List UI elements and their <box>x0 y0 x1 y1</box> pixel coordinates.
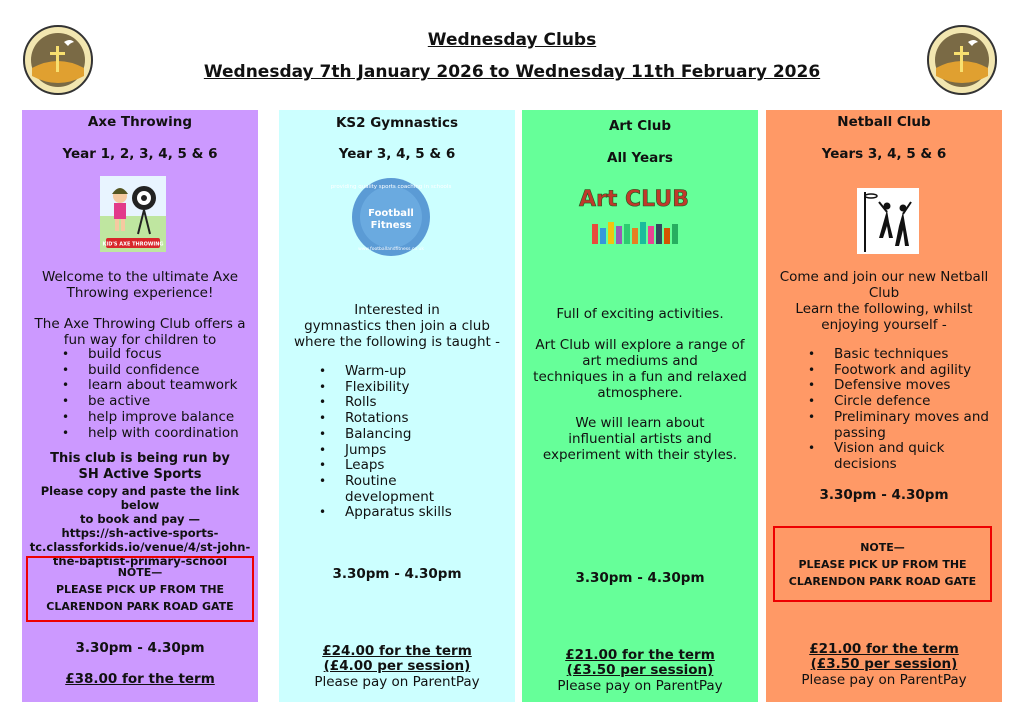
payment-method: Please pay on ParentPay <box>801 672 967 688</box>
list-item: • build focus <box>88 347 258 363</box>
list-item: • Preliminary moves and passing <box>834 410 1004 441</box>
offer-text: fun way for children to <box>63 332 217 348</box>
svg-text:providing quality sports coach: providing quality sports coaching in schools <box>330 184 452 190</box>
intro-text: Throwing experience! <box>66 285 214 301</box>
club-years: Year 1, 2, 3, 4, 5 & 6 <box>62 146 218 162</box>
date-range: Wednesday 7th January 2026 to Wednesday 11th February 2026 <box>203 62 821 82</box>
skills-list <box>804 347 1002 473</box>
intro-text: gymnastics then join a club <box>304 318 490 334</box>
booking-link[interactable]: https://sh-active-sports- <box>61 526 219 540</box>
intro-text: Full of exciting activities. <box>556 306 724 322</box>
list-item: • Rolls <box>345 395 515 411</box>
svg-text:Football: Football <box>368 208 414 219</box>
club-years: All Years <box>607 150 673 166</box>
description-text: We will learn about <box>575 415 705 431</box>
art-club-logo-icon <box>578 178 690 250</box>
pickup-note <box>26 556 254 622</box>
intro-text: Come and join our new Netball <box>779 269 989 285</box>
payment-method: Please pay on ParentPay <box>557 678 723 694</box>
club-years: Year 3, 4, 5 & 6 <box>338 146 456 162</box>
booking-instructions: to book and pay — <box>80 512 200 526</box>
list-item: • Flexibility <box>345 380 515 396</box>
list-item: • learn about teamwork <box>88 378 258 394</box>
club-price: £38.00 for the term <box>65 671 215 687</box>
note-text: CLARENDON PARK ROAD GATE <box>46 599 234 613</box>
football-fitness-logo-icon <box>330 174 452 260</box>
club-time: 3.30pm - 4.30pm <box>819 487 949 503</box>
pickup-note <box>773 526 992 602</box>
list-item: • Balancing <box>345 427 515 443</box>
list-item: • Warm-up <box>345 364 515 380</box>
club-price: £24.00 for the term <box>322 643 472 659</box>
netball-club-panel <box>766 110 1002 702</box>
description-text: art mediums and <box>582 353 698 369</box>
session-price: (£3.50 per session) <box>810 656 958 672</box>
list-item: • help with coordination <box>88 426 258 442</box>
session-price: (£3.50 per session) <box>566 662 714 678</box>
club-time: 3.30pm - 4.30pm <box>575 570 705 586</box>
provider-name: SH Active Sports <box>78 467 202 482</box>
art-club-panel <box>522 110 758 702</box>
axe-throwing-panel <box>22 110 258 702</box>
club-name: Art Club <box>608 118 672 134</box>
netball-players-icon <box>857 188 919 254</box>
club-price: £21.00 for the term <box>565 647 715 663</box>
club-name: KS2 Gymnastics <box>335 115 459 131</box>
benefits-list <box>58 347 258 441</box>
payment-method: Please pay on ParentPay <box>314 674 480 690</box>
list-item: • build confidence <box>88 363 258 379</box>
note-text: CLARENDON PARK ROAD GATE <box>788 574 977 588</box>
page-title: Wednesday Clubs <box>427 30 597 50</box>
list-item: • Leaps <box>345 458 515 474</box>
intro-text: where the following is taught - <box>294 334 500 350</box>
svg-text:Fitness: Fitness <box>370 220 412 231</box>
axe-throwing-logo-icon <box>100 176 166 252</box>
session-price: (£4.00 per session) <box>323 658 471 674</box>
list-item: • Footwork and agility <box>834 363 1002 379</box>
club-price: £21.00 for the term <box>809 641 959 657</box>
club-time: 3.30pm - 4.30pm <box>332 566 462 582</box>
note-text: PLEASE PICK UP FROM THE <box>798 557 967 571</box>
list-item: • Vision and quick decisions <box>834 441 1002 472</box>
club-name: Netball Club <box>837 114 931 130</box>
svg-text:KID'S AXE THROWING: KID'S AXE THROWING <box>102 241 164 248</box>
intro-text: Learn the following, whilst <box>795 301 973 317</box>
note-heading: NOTE— <box>860 540 905 554</box>
offer-text: The Axe Throwing Club offers a <box>34 316 246 332</box>
note-text: PLEASE PICK UP FROM THE <box>55 582 225 596</box>
description-text: experiment with their styles. <box>542 447 738 463</box>
skills-list <box>315 364 515 521</box>
list-item: • Apparatus skills <box>345 505 515 521</box>
booking-instructions: Please copy and paste the link below <box>40 484 240 512</box>
club-time: 3.30pm - 4.30pm <box>75 640 205 656</box>
club-years: Years 3, 4, 5 & 6 <box>821 146 947 162</box>
list-item: • be active <box>88 394 258 410</box>
svg-text:www.footballandfitness.co.uk: www.footballandfitness.co.uk <box>358 247 424 252</box>
svg-text:Art CLUB: Art CLUB <box>578 187 690 212</box>
list-item: • Jumps <box>345 443 515 459</box>
gymnastics-panel <box>279 110 515 702</box>
note-heading: NOTE— <box>117 565 163 579</box>
description-text: Art Club will explore a range of <box>535 337 745 353</box>
list-item: • Rotations <box>345 411 515 427</box>
intro-text: Interested in <box>354 302 440 318</box>
description-text: influential artists and <box>568 431 712 447</box>
description-text: techniques in a fun and relaxed <box>533 369 747 385</box>
list-item: • Basic techniques <box>834 347 1002 363</box>
booking-link[interactable]: tc.classforkids.io/venue/4/st-john- <box>29 540 251 554</box>
list-item: • Defensive moves <box>834 378 1002 394</box>
list-item: • Routine development <box>345 474 445 505</box>
intro-text: Welcome to the ultimate Axe <box>41 269 239 285</box>
intro-text: enjoying yourself - <box>821 317 947 333</box>
list-item: • Circle defence <box>834 394 1002 410</box>
list-item: • help improve balance <box>88 410 258 426</box>
club-name: Axe Throwing <box>87 114 193 130</box>
intro-text: Club <box>868 285 900 301</box>
description-text: atmosphere. <box>597 385 683 401</box>
run-by-text: This club is being run by <box>50 451 230 466</box>
booking-link[interactable]: the-baptist-primary-school <box>52 554 228 568</box>
